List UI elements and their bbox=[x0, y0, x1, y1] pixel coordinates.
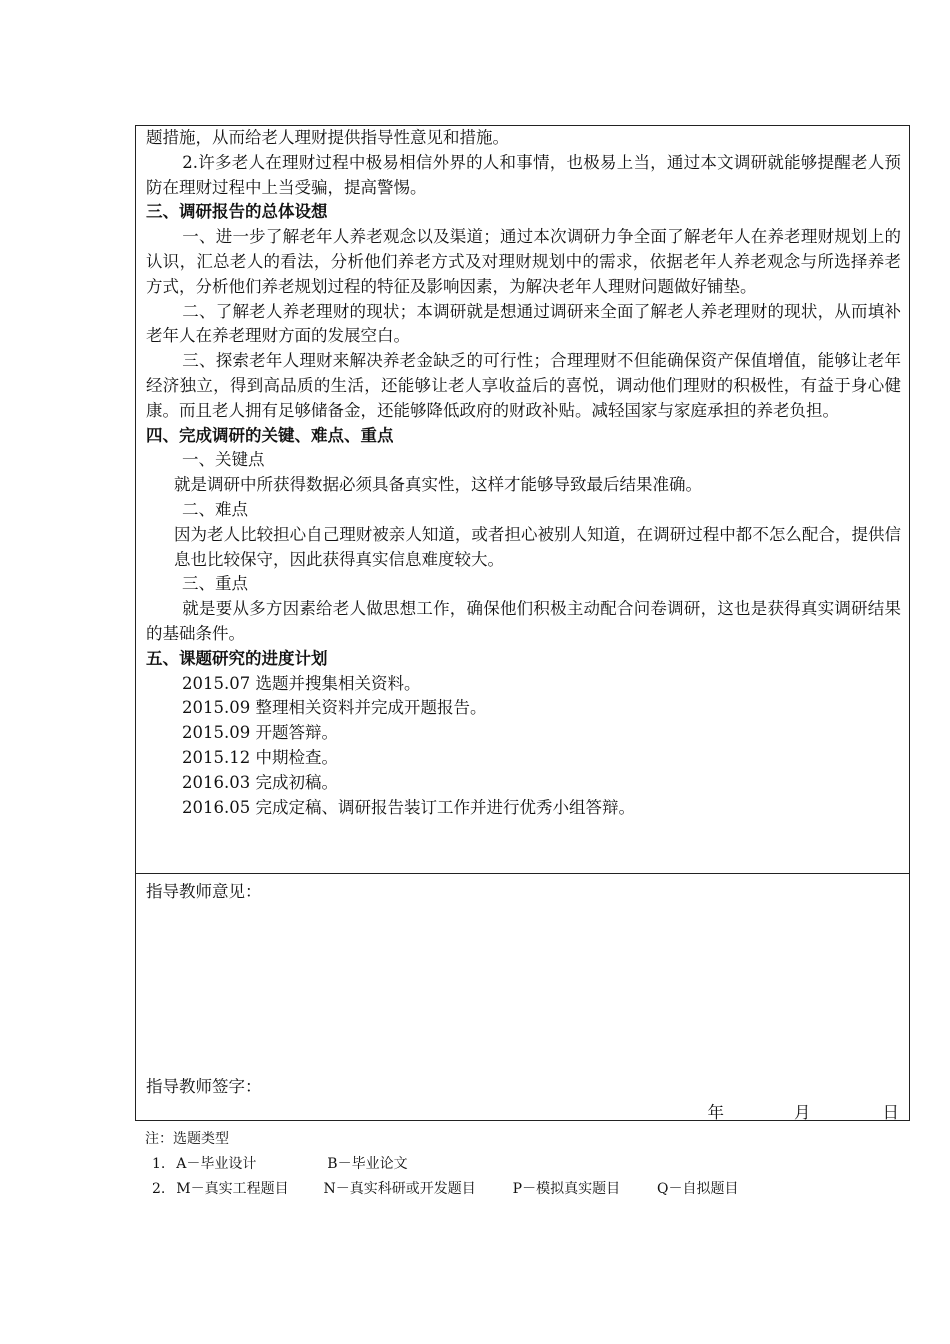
point-2-text: 2.许多老人在理财过程中极易相信外界的人和事情，也极易上当，通过本文调研就能够提醒老人预防在理财过程中上当受骗，提高警惕。 bbox=[146, 152, 901, 197]
date-month-label: 月 bbox=[794, 1103, 811, 1122]
proposal-content bbox=[146, 126, 901, 820]
focus-text: 就是要从多方因素给老人做思想工作，确保他们积极主动配合问卷调研，这也是获得真实调研结果的基础条件。 bbox=[146, 599, 901, 643]
type-p-label: P－模拟真实题目 bbox=[512, 1181, 621, 1197]
table-divider bbox=[136, 873, 909, 874]
type-a-label: A－毕业设计 bbox=[176, 1156, 257, 1172]
schedule-item: 2016.03 完成初稿。 bbox=[182, 772, 338, 792]
schedule-item: 2015.09 整理相关资料并完成开题报告。 bbox=[182, 698, 487, 718]
section-3-paragraph-2: 二、了解老人养老理财的现状；本调研就是想通过调研来全面了解老人养老理财的现状，从而填补老年人在养老理财方面的发展空白。 bbox=[146, 301, 901, 346]
section-5-heading: 五、课题研究的进度计划 bbox=[146, 648, 328, 668]
schedule-item: 2016.05 完成定稿、调研报告装订工作并进行优秀小组答辩。 bbox=[182, 797, 635, 817]
type-b-label: B－毕业论文 bbox=[327, 1156, 408, 1172]
notes-title: 注：选题类型 bbox=[145, 1131, 229, 1147]
notes-line-1-number: 1. bbox=[152, 1156, 166, 1172]
notes-line-2 bbox=[145, 1177, 738, 1202]
date-year-label: 年 bbox=[707, 1103, 724, 1122]
schedule-item: 2015.12 中期检查。 bbox=[182, 747, 338, 767]
focus-subheading: 三、重点 bbox=[182, 574, 248, 594]
type-q-label: Q－自拟题目 bbox=[657, 1181, 739, 1197]
notes-line-1 bbox=[145, 1152, 738, 1177]
topic-type-notes bbox=[145, 1127, 738, 1202]
advisor-opinion-label: 指导教师意见： bbox=[146, 882, 262, 901]
schedule-item: 2015.09 开题答辩。 bbox=[182, 723, 338, 743]
section-3-paragraph-3: 三、探索老年人理财来解决养老金缺乏的可行性；合理理财不但能确保资产保值增值，能够让老年经济独立，得到高品质的生活，还能够让老人享收益后的喜悦，调动他们理财的积极性，有益于身心健康。而且老人拥有足够储备金，还能够降低政府的财政补贴。减轻国家与家庭承担的养老负担。 bbox=[146, 351, 901, 420]
signature-date bbox=[708, 1099, 900, 1123]
key-point-text: 就是调研中所获得数据必须具备真实性，这样才能够导致最后结果准确。 bbox=[174, 475, 702, 495]
section-3-heading: 三、调研报告的总体设想 bbox=[146, 202, 328, 222]
section-4-heading: 四、完成调研的关键、难点、重点 bbox=[146, 425, 394, 445]
section-3-paragraph-1: 一、进一步了解老年人养老观念以及渠道；通过本次调研力争全面了解老年人在养老理财规划上的认识，汇总老人的看法，分析他们养老方式及对理财规划中的需求，依据老年人养老观念与所选择养老方式，分析他们养老规划过程的特征及影响因素，为解决老年人理财问题做好铺垫。 bbox=[146, 227, 901, 296]
proposal-table bbox=[135, 125, 910, 1121]
date-day-label: 日 bbox=[882, 1103, 899, 1122]
schedule-item: 2015.07 选题并搜集相关资料。 bbox=[182, 673, 421, 693]
difficulty-subheading: 二、难点 bbox=[182, 499, 248, 519]
key-point-subheading: 一、关键点 bbox=[182, 450, 265, 470]
advisor-signature-label: 指导教师签字： bbox=[146, 1077, 262, 1096]
type-n-label: N－真实科研或开发题目 bbox=[323, 1181, 476, 1197]
notes-line-2-number: 2. bbox=[152, 1181, 166, 1197]
type-m-label: M－真实工程题目 bbox=[176, 1181, 289, 1197]
difficulty-text: 因为老人比较担心自己理财被亲人知道，或者担心被别人知道，在调研过程中都不怎么配合，提供信息也比较保守，因此获得真实信息难度较大。 bbox=[174, 524, 901, 569]
continuation-text: 题措施，从而给老人理财提供指导性意见和措施。 bbox=[146, 128, 509, 147]
